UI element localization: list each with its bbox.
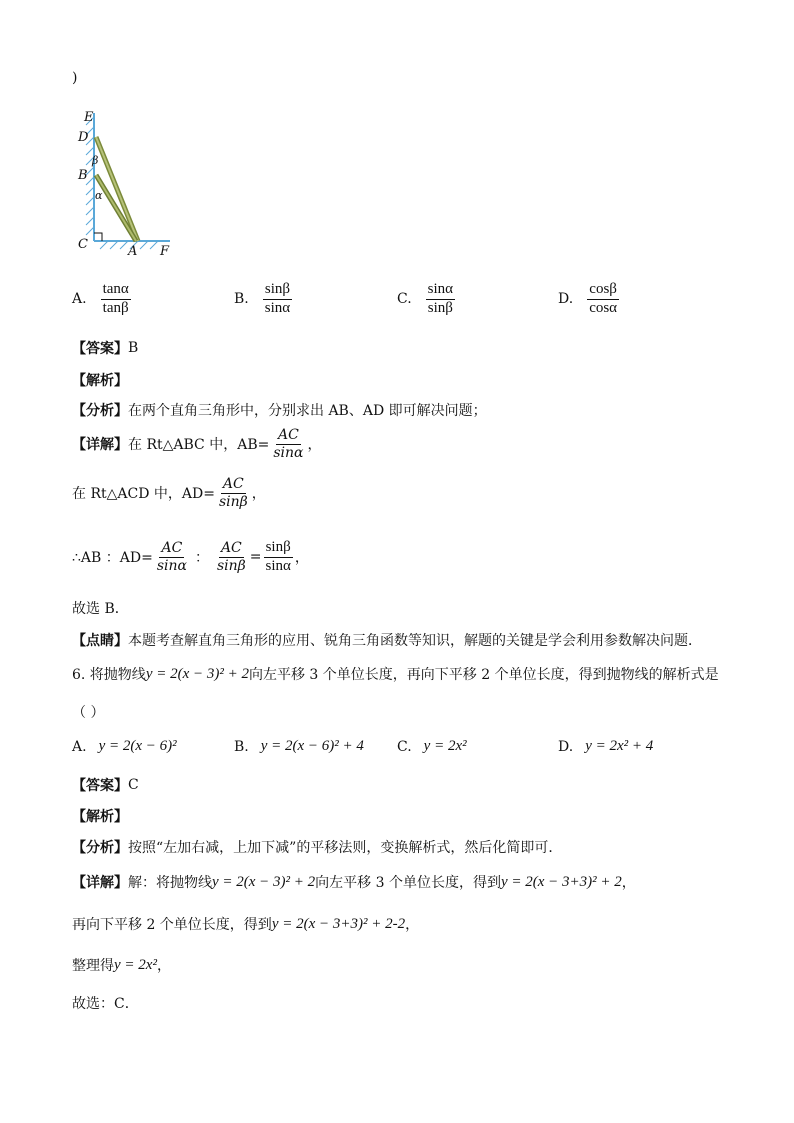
q6-detail-line-1: 【详解】 解：将抛物线 y = 2(x − 3)² + 2 向左平移 3 个单位长度，得到 y = 2(x − 3+3)² + 2 ， xyxy=(72,873,636,891)
q5-detail-line-1: 【详解】 在 Rt△ABC 中，AB= $\frac{AC}{\sin\alpha}$ ， xyxy=(72,427,322,461)
q6-option-a[interactable]: A. y = 2(x − 6)² xyxy=(72,738,177,755)
q5-option-b[interactable]: B. $\frac{\sin\beta}{\sin\alpha}$ xyxy=(234,281,291,316)
q6-option-b[interactable]: B. y = 2(x − 6)² + 4 xyxy=(234,738,364,755)
q5-detail-line-3: ∴AB ：AD= $\frac{AC}{\sin\alpha}$ ： $\frac{AC}{\sin\beta}$ = $\frac{\sin\beta}{\sin\alpha}$ ， xyxy=(72,539,309,574)
point-label-f: F xyxy=(160,244,170,259)
point-label-a: A xyxy=(128,244,138,259)
ladder-figure xyxy=(70,105,190,265)
q6-detail-line-2: 再向下平移 2 个单位长度，得到 y = 2(x − 3+3)² + 2-2 ， xyxy=(72,915,420,933)
point-label-c: C xyxy=(78,237,88,252)
q6-detail-line-3: 整理得 y = 2x² ， xyxy=(72,956,171,974)
q6-stem: 6. 将抛物线 y = 2(x − 3)² + 2 向左平移 3 个单位长度，再向下平移 2 个单位长度，得到抛物线的解析式是 xyxy=(72,665,719,683)
q5-option-a[interactable]: A. $\frac{\tan\alpha}{\tan\beta}$ xyxy=(72,281,129,316)
point-label-d: D xyxy=(78,130,89,145)
q5-answer: 【答案】 B xyxy=(72,340,139,357)
point-label-b: B xyxy=(78,168,88,183)
q6-option-d[interactable]: D. y = 2x² + 4 xyxy=(558,738,654,755)
point-label-e: E xyxy=(84,110,94,125)
angle-label-beta: β xyxy=(92,154,99,167)
q5-option-c[interactable]: C. $\frac{\sin\alpha}{\sin\beta}$ xyxy=(397,281,454,316)
q6-option-c[interactable]: C. y = 2x² xyxy=(397,738,467,755)
q5-conclusion: 故选 B． xyxy=(72,601,129,617)
angle-label-alpha: α xyxy=(95,189,103,202)
q6-fenxi: 【分析】 按照“左加右减，上加下减”的平移法则，变换解析式，然后化简即可． xyxy=(72,840,563,856)
q6-stem-paren: （ ） xyxy=(72,705,105,721)
question-continuation-paren: ) xyxy=(72,70,78,86)
q5-analysis-heading: 【解析】 xyxy=(72,373,128,389)
q5-dianjing: 【点睛】 本题考查解直角三角形的应用、锐角三角函数等知识，解题的关键是学会利用参数解决问题． xyxy=(72,633,702,649)
q6-analysis-heading: 【解析】 xyxy=(72,809,128,825)
q6-answer: 【答案】 C xyxy=(72,777,139,794)
q5-option-d[interactable]: D. $\frac{\cos\beta}{\cos\alpha}$ xyxy=(558,281,618,316)
q5-detail-line-2: 在 Rt△ACD 中，AD= $\frac{AC}{\sin\beta}$ ， xyxy=(72,476,266,510)
q6-conclusion: 故选：C． xyxy=(72,996,139,1012)
q5-fenxi: 【分析】 在两个直角三角形中，分别求出 AB、AD 即可解决问题； xyxy=(72,403,487,419)
